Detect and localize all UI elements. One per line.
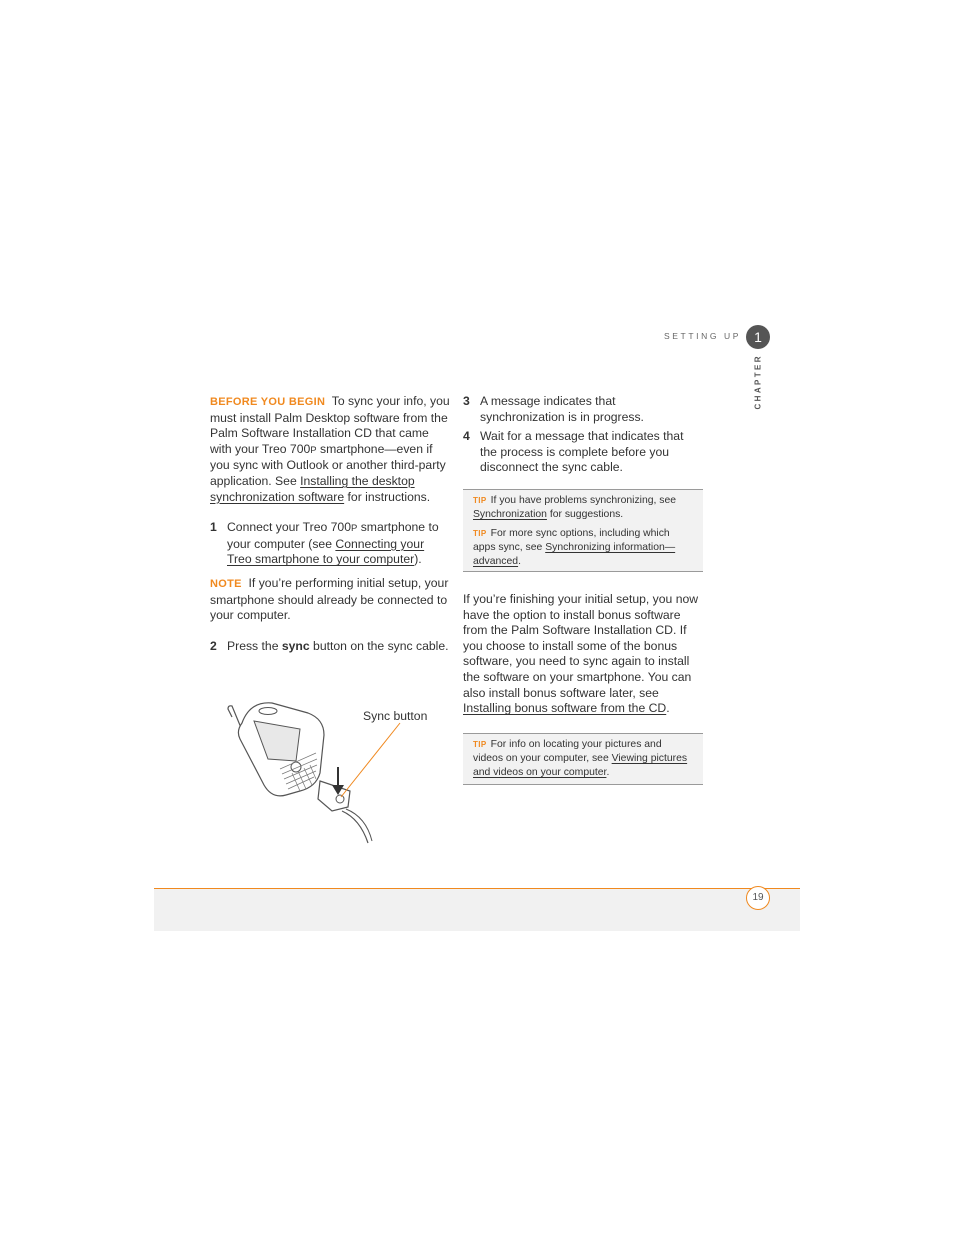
tip-label: TIP	[473, 528, 487, 538]
link-installing-bonus-software[interactable]: Installing bonus software from the CD	[463, 701, 667, 716]
before-text-3: for instructions.	[344, 489, 431, 504]
tip-box-sync	[463, 489, 703, 572]
section-title: SETTING UP	[664, 331, 742, 341]
bonus-software-paragraph	[463, 592, 703, 717]
before-text-2: smartphone—even if you sync with Outlook or another third-party application. See	[210, 441, 446, 488]
left-column	[210, 394, 450, 654]
bonus-text: If you’re finishing your initial setup, you now have the option to install bonus software from the Palm Software Installation CD. If you choose to install some of the bonus software, you need to sync again to install the software on your smartphone. You can also install bonus software later, see	[463, 591, 699, 700]
tip-3-text: For info on locating your pictures and videos on your computer, see	[473, 738, 662, 764]
step-1-text-3: ).	[414, 552, 422, 567]
tip-1-text: If you have problems synchronizing, see	[490, 494, 677, 506]
model-suffix: P	[350, 523, 358, 535]
step-3	[463, 394, 703, 425]
link-install-desktop-sync[interactable]: Installing the desktop synchronization software	[210, 473, 415, 504]
tip-label: TIP	[473, 739, 487, 749]
chapter-vertical-label: CHAPTER	[753, 354, 763, 410]
link-connecting-treo[interactable]: Connecting your Treo smartphone to your computer	[227, 536, 425, 567]
before-text: To sync your info, you must install Palm Desktop software from the Palm Software Installation CD that came with your Treo 700	[210, 394, 450, 456]
link-synchronization[interactable]: Synchronization	[473, 508, 547, 520]
step-4-number: 4	[463, 429, 470, 444]
step-3-number: 3	[463, 394, 470, 408]
tip-3-text-2: .	[606, 766, 610, 778]
step-1-text-2: smartphone to your computer (see	[227, 520, 439, 551]
before-you-begin-paragraph	[210, 394, 450, 505]
tip-1-text-2: for suggestions.	[546, 508, 624, 520]
tip-2-text: For more sync options, including which apps sync, see	[473, 527, 670, 553]
step-1	[210, 520, 450, 568]
bonus-text-2: .	[666, 701, 670, 716]
chapter-number-badge: 1	[746, 325, 770, 349]
note-text: If you’re performing initial setup, your smartphone should already be connected to your computer.	[210, 575, 449, 623]
tip-sync-options	[473, 527, 693, 569]
link-viewing-pictures-videos[interactable]: Viewing pictures and videos on your computer	[473, 752, 688, 778]
sync-button-callout: Sync button	[363, 709, 428, 723]
note-paragraph	[210, 576, 450, 624]
tip-box-pictures	[463, 733, 703, 785]
model-suffix: P	[310, 444, 317, 456]
step-2-text-2: button on the sync cable.	[309, 638, 449, 653]
step-2-text: Press the	[227, 638, 282, 653]
step-3-text: A message indicates that synchronization is in progress.	[480, 394, 644, 424]
page-number: 19	[746, 886, 770, 910]
tip-label: TIP	[473, 495, 487, 505]
step-2-number: 2	[210, 638, 217, 653]
step-1-text: Connect your Treo 700	[227, 520, 351, 535]
tip-pictures-videos	[473, 738, 693, 780]
sync-word: sync	[281, 638, 310, 653]
step-2	[210, 639, 450, 655]
tip-synchronization	[473, 494, 693, 522]
link-synchronizing-advanced[interactable]: Synchronizing information—advanced	[473, 541, 676, 567]
tip-2-text-2: .	[518, 555, 521, 567]
right-column	[463, 394, 703, 785]
before-you-begin-label: BEFORE YOU BEGIN	[210, 396, 326, 408]
footer-band	[154, 888, 800, 931]
step-1-number: 1	[210, 520, 217, 535]
step-4-text: Wait for a message that indicates that the process is complete before you disconnect the sync cable.	[480, 429, 684, 475]
note-label: NOTE	[210, 577, 242, 590]
step-4	[463, 429, 703, 476]
